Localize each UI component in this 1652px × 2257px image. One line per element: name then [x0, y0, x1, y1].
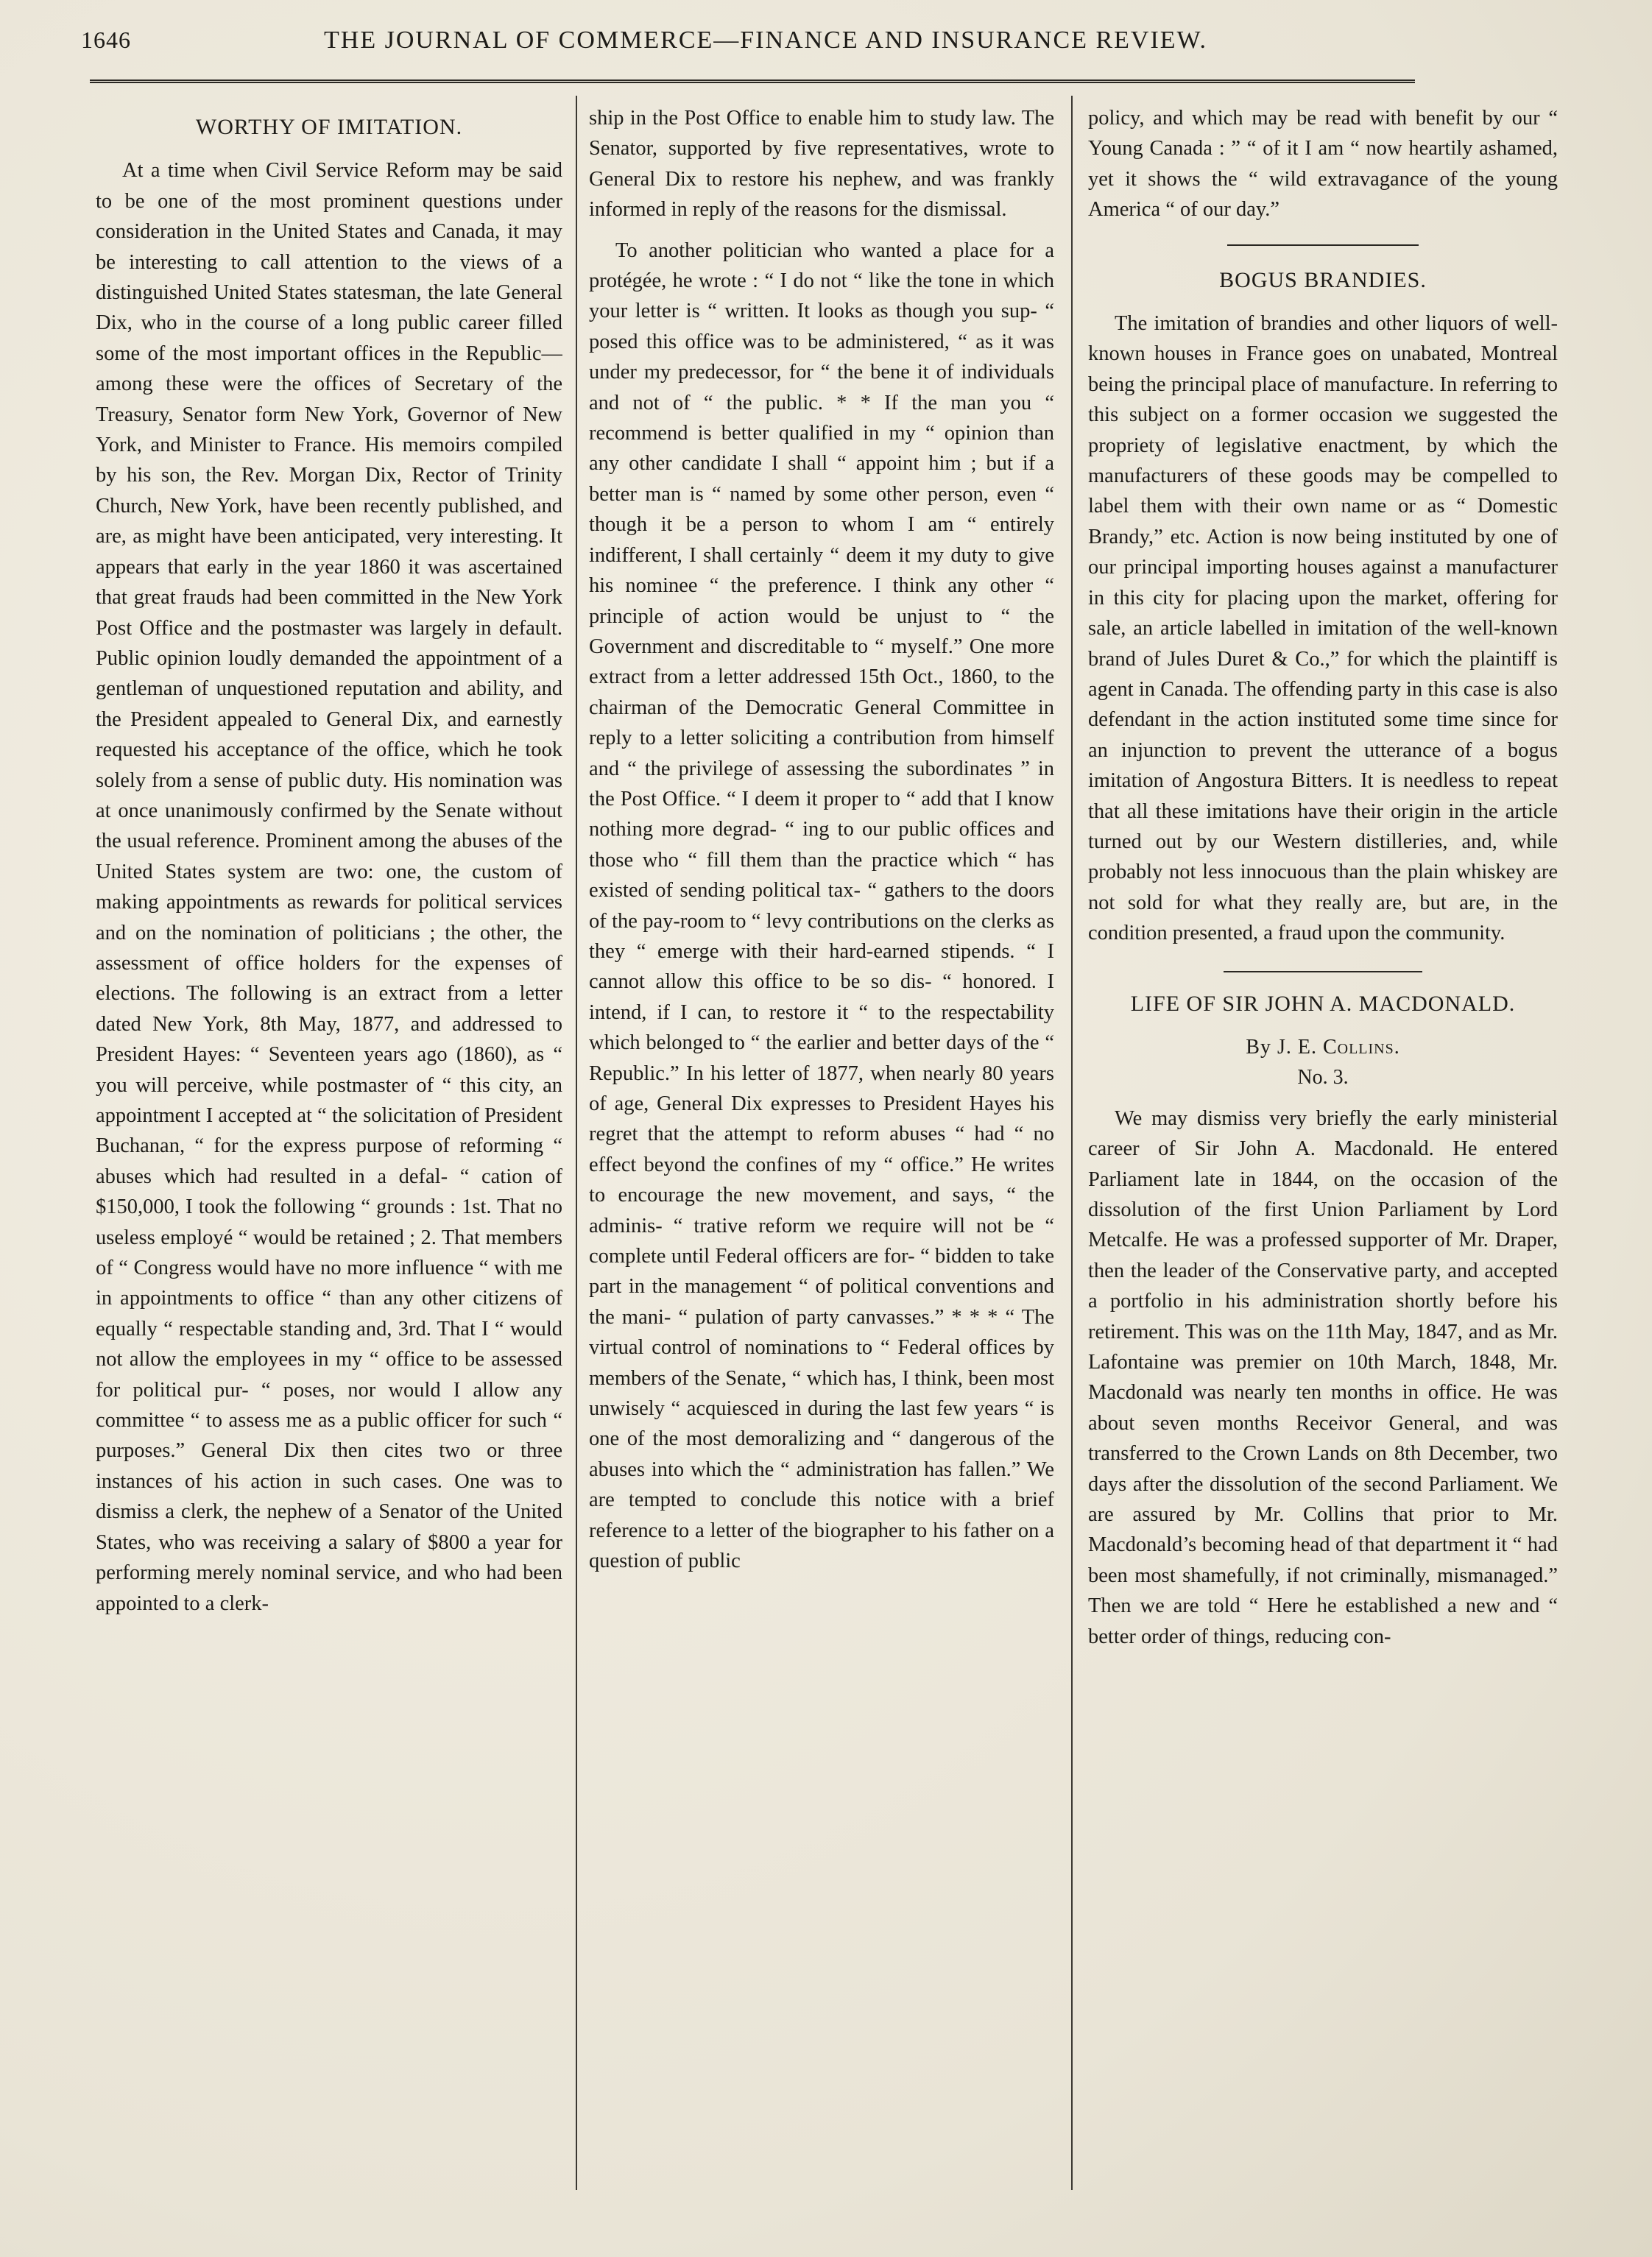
page-header: [81, 27, 1340, 63]
column-3: [1088, 103, 1558, 2223]
article-byline: [1088, 1032, 1558, 1062]
article-paragraph: ship in the Post Office to enable him to study law. The Senator, supported by five representatives, wrote to General Dix to restore his nephew, and was frankly informed in reply of the reasons for the dismissal.: [589, 107, 1054, 222]
article-paragraph: We may dismiss very briefly the early ministerial career of Sir John A. Macdonald. He entered Parliament late in 1844, on the occasion of the dissolution of the first Union Parliament by Lord Metcalfe. He was a professed supporter of Mr. Draper, then the leader of the Conservative party, and accepted a portfolio in his administration shortly before his retirement. This was on the 11th May, 1847, and as Mr. Lafontaine was premier on 10th March, 1848, Mr. Macdonald was nearly ten months in office. He was about seven months Receivor General, and was transferred to the Crown Lands on 8th December, two days after the dissolution of the second Parliament. We are assured by Mr. Collins that prior to Mr. Macdonald’s becoming head of that department it “ had been most shamefully, if not criminally, mismanaged.” Then we are told “ Here he established a new and “ better order of things, reducing con-: [1088, 1106, 1558, 1648]
article-part-number: No. 3.: [1297, 1066, 1349, 1089]
article-paragraph: The imitation of brandies and other liquors of well-known houses in France goes on unabated, Montreal being the principal place of manufacture. In referring to this subject on a former occasion we suggested the propriety of legislative enactment, by which the manufacturers of these goods may be compelled to label them with their own name or as “ Domestic Brandy,” etc. Action is now being instituted by one of our principal importing houses against a manufacturer in this city for placing upon the market, offering for sale, an article labelled in imitation of the well-known brand of Jules Duret & Co.,” for which the plaintiff is agent in Canada. The offending party in this case is also defendant in the action instituted some time since for an injunction to prevent the utterance of a bogus imitation of Angostura Bitters. It is needless to repeat that all these imitations have their origin in the article turned out by our Western distilleries, and, while probably not less innocuous than the plain whiskey are not sold for what they really are, but are, in the condition presented, a fraud upon the community.: [1088, 312, 1558, 945]
article-paragraph: policy, and which may be read with benefit by our “ Young Canada : ” “ of it I am “ now heartily ashamed, yet it shows the “ wild extravagance of the young America “ of our day.”: [1088, 107, 1558, 222]
header-rule: [90, 80, 1415, 83]
byline-author: J. E. Collins.: [1277, 1035, 1400, 1059]
section-divider: [1227, 244, 1419, 246]
column-rule-2: [1071, 96, 1073, 2190]
article-paragraph: At a time when Civil Service Reform may be said to be one of the most prominent questions under consideration in the United States and Canada, it may be interesting to call attention to the views of a distinguished United States statesman, the late General Dix, who in the course of a long public career filled some of the most important offices in the Republic—among these were the offices of Secretary of the Treasury, Senator form New York, Governor of New York, and Minister to France. His memoirs compiled by his son, the Rev. Morgan Dix, Rector of Trinity Church, New York, have been recently published, and are, as might have been anticipated, very interesting. It appears that early in the year 1860 it was ascertained that great frauds had been committed in the New York Post Office and the postmaster was largely in default. Public opinion loudly demanded the appointment of a gentleman of unquestioned reputation and ability, and the President appealed to General Dix, and earnestly requested his acceptance of the office, which he took solely from a sense of public duty. His nomination was at once unanimously confirmed by the Senate without the usual reference. Prominent among the abuses of the United States system are two: one, the custom of making appointments as rewards for political services and on the nomination of politicians ; the other, the assessment of office holders for the expenses of elections. The following is an extract from a letter dated New York, 8th May, 1877, and addressed to President Hayes: “ Seventeen years ago (1860), as “ you will perceive, while postmaster of “ this city, an appointment I accepted at “ the solicitation of President Buchanan, “ for the express purpose of reforming “ abuses which had resulted in a defal- “ cation of $150,000, I took the following “ grounds : 1st. That no useless employé “ would be retained ; 2. That members of “ Congress would have no more influence “ with me in appointments to office “ than any other citizens of equally “ respectable standing and, 3rd. That I “ would not allow the employees in my “ office to be assessed for political pur- “ poses, nor would I allow any committee “ to assess me as a public officer for such “ purposes.” General Dix then cites two or three instances of his action in such cases. One was to dismiss a clerk, the nephew of a Senator of the United States, who was receiving a salary of $800 a year for performing merely nominal service, and who had been appointed to a clerk-: [96, 159, 562, 1615]
byline-prefix: By: [1246, 1035, 1271, 1059]
article-paragraph: To another politician who wanted a place for a protégée, he wrote : “ I do not “ like the tone in which your letter is “ written. It looks as though you sup- “ posed this office was to be administered, “ as it was under my predecessor, for “ the bene it of individuals and not of “ the public. * * If the man you “ recommend is better qualified in my “ opinion than any other candidate I shall “ appoint him ; but if a better man is “ named by some other person, even “ though it be a person to whom I am “ entirely indifferent, I shall certainly “ deem it my duty to give his nominee “ the preference. I think any other “ principle of action would be unjust to “ the Government and discreditable to “ myself.” One more extract from a letter addressed 15th Oct., 1860, to the chairman of the Democratic General Committee in reply to a letter soliciting a contribution from himself and “ the privilege of assessing the subordinates ” in the Post Office. “ I deem it proper to “ add that I know nothing more degrad- “ ing to our public offices and those who “ fill them than the practice which “ has existed of sending political tax- “ gathers to the doors of the pay-room to “ levy contributions on the clerks as they “ emerge with their hard-earned stipends. “ I cannot allow this office to be so dis- “ honored. I intend, if I can, to restore it “ to the respectability which belonged to “ the earlier and better days of the “ Republic.” In his letter of 1877, when nearly 80 years of age, General Dix expresses to President Hayes his regret that the attempt to reform abuses “ had “ no effect beyond the confines of my “ office.” He writes to encourage the new movement, and says, “ the adminis- “ trative reform we require will not be “ complete until Federal officers are for- “ bidden to take part in the management “ of political conventions and the mani- “ pulation of party canvasses.” * * * “ The virtual control of nominations to “ Federal offices by members of the Senate, “ which has, I think, been most unwisely “ acquiesced in during the last few years “ is one of the most demoralizing and “ dangerous of the abuses into which the “ administration has fallen.” We are tempted to conclude this notice with a brief reference to a letter of the biographer to his father on a question of public: [589, 239, 1054, 1573]
running-title: THE JOURNAL OF COMMERCE—FINANCE AND INSURANCE REVIEW.: [324, 27, 1208, 54]
article-heading-bogus-brandies: BOGUS BRANDIES.: [1219, 267, 1427, 292]
column-2: [589, 103, 1054, 2223]
page-number: 1646: [81, 27, 131, 53]
article-heading-worthy-of-imitation: WORTHY OF IMITATION.: [195, 115, 463, 139]
column-1: [96, 103, 562, 2223]
column-rule-1: [576, 96, 577, 2190]
article-heading-life-of-macdonald: LIFE OF SIR JOHN A. MACDONALD.: [1130, 991, 1516, 1016]
section-divider: [1224, 971, 1422, 972]
